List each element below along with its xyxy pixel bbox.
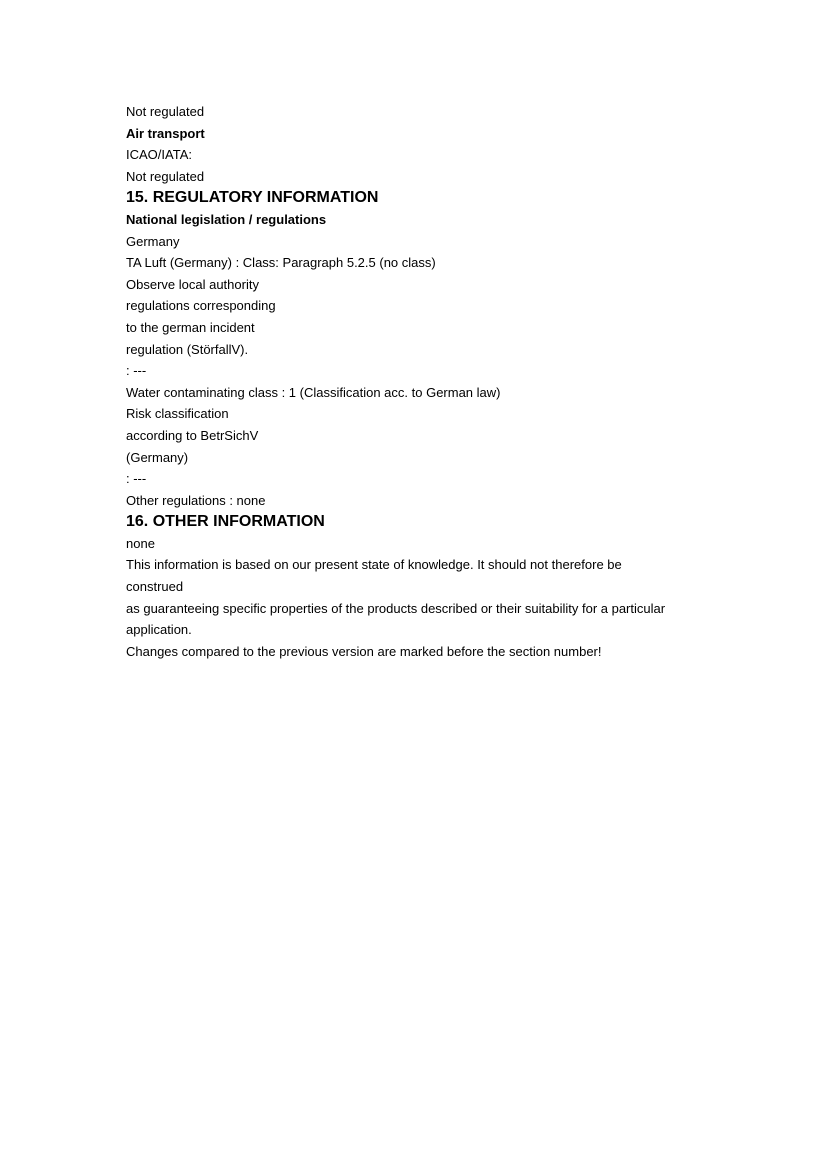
section-16-heading: 16. OTHER INFORMATION [126, 513, 325, 531]
air-transport-status: Not regulated [126, 168, 205, 184]
observe-authority-value: : --- [126, 363, 147, 379]
sea-transport-status: Not regulated [126, 104, 205, 119]
ta-luft-class: TA Luft (Germany) : Class: Paragraph 5.2.5 (no class) [126, 255, 436, 271]
observe-authority-line: to the german incident [126, 319, 255, 335]
other-information-value: none [126, 535, 155, 551]
air-transport-title: Air transport [126, 125, 205, 141]
risk-classification-line: according to BetrSichV [126, 427, 259, 443]
national-legislation-subheading: National legislation / regulations [126, 211, 327, 227]
document-page [126, 101, 726, 662]
risk-classification-value: : --- [126, 471, 147, 487]
disclaimer-line: application. [126, 622, 192, 638]
observe-authority-line: Observe local authority [126, 276, 259, 292]
observe-authority-line: regulations corresponding [126, 298, 276, 314]
disclaimer-line: as guaranteeing specific properties of the products described or their suitability for a particular [126, 600, 666, 616]
icao-iata-label: ICAO/IATA: [126, 147, 192, 163]
changes-note: Changes compared to the previous version are marked before the section number! [126, 643, 602, 659]
water-contaminating-class: Water contaminating class : 1 (Classification acc. to German law) [126, 384, 501, 400]
risk-classification-line: (Germany) [126, 449, 189, 465]
section-15-heading: 15. REGULATORY INFORMATION [126, 189, 379, 207]
other-regulations: Other regulations : none [126, 492, 266, 508]
observe-authority-line: regulation (StörfallV). [126, 341, 249, 357]
disclaimer-line: This information is based on our present state of knowledge. It should not therefore be [126, 557, 622, 573]
country-label: Germany [126, 233, 180, 249]
disclaimer-line: construed [126, 579, 184, 595]
risk-classification-line: Risk classification [126, 406, 229, 422]
